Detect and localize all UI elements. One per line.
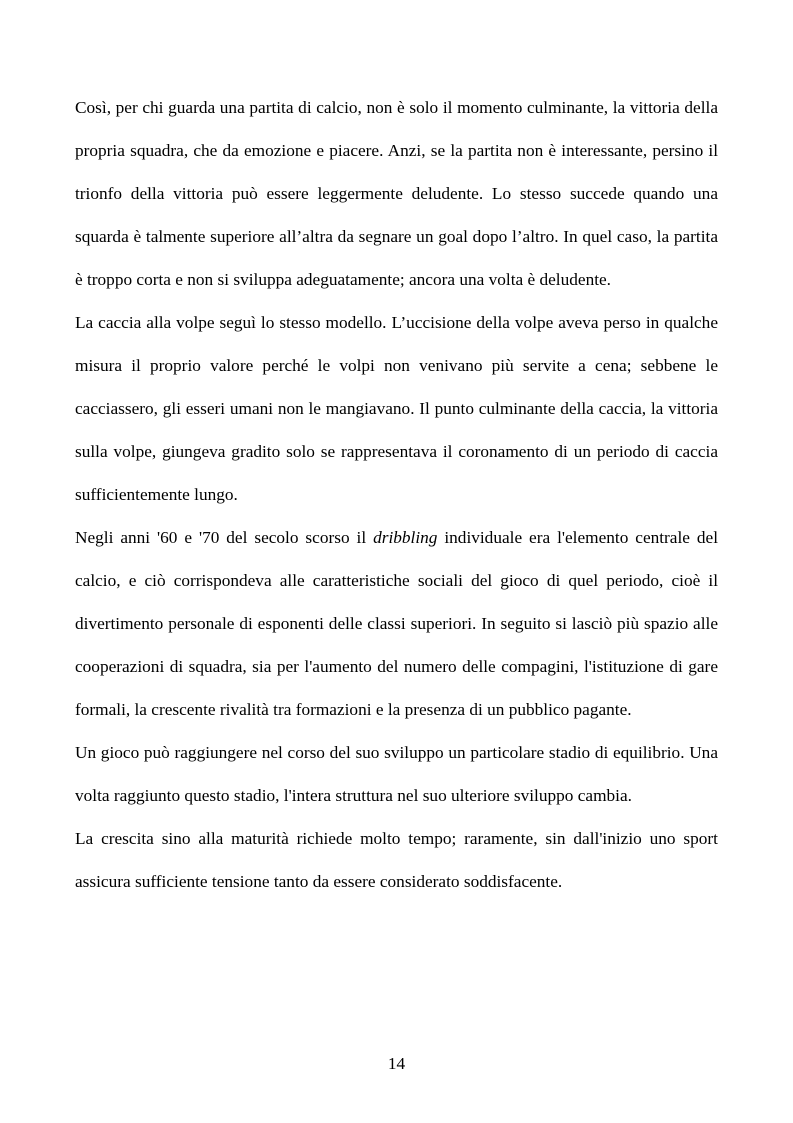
- body-text: [75, 86, 718, 903]
- paragraph-3-lead: Negli anni '60 e '70 del secolo scorso il: [75, 528, 374, 547]
- page-number: 14: [387, 1054, 406, 1073]
- paragraph-3: [75, 516, 718, 731]
- paragraph-1: Così, per chi guarda una partita di calcio, non è solo il momento culminante, la vittoria della propria squadra, che da emozione e piacere. Anzi, se la partita non è interessante, persino il trionfo della vittoria può essere leggermente deludente. Lo stesso succede quando una squarda è talmente superiore all’altra da segnare un goal dopo l’altro. In quel caso, la partita è troppo corta e non si sviluppa adeguatamente; ancora una volta è deludente.: [75, 98, 718, 289]
- paragraph-3-rest: individuale era l'elemento centrale del calcio, e ciò corrispondeva alle caratteristiche sociali del gioco di quel periodo, cioè il divertimento personale di esponenti delle classi superiori. In seguito si lasciò più spazio alle cooperazioni di squadra, sia per l'aumento del numero delle compagini, l'istituzione di gare formali, la crescente rivalità tra formazioni e la presenza di un pubblico pagante.: [75, 528, 718, 719]
- paragraph-3-emphasis: dribbling: [373, 528, 438, 547]
- paragraph-2: La caccia alla volpe seguì lo stesso modello. L’uccisione della volpe aveva perso in qualche misura il proprio valore perché le volpi non venivano più servite a cena; sebbene le cacciassero, gli esseri umani non le mangiavano. Il punto culminante della caccia, la vittoria sulla volpe, giungeva gradito solo se rappresentava il coronamento di un periodo di caccia sufficientemente lungo.: [75, 313, 718, 504]
- paragraph-5: La crescita sino alla maturità richiede molto tempo; raramente, sin dall'inizio uno sport assicura sufficiente tensione tanto da essere considerato soddisfacente.: [75, 829, 718, 891]
- paragraph-4: Un gioco può raggiungere nel corso del suo sviluppo un particolare stadio di equilibrio. Una volta raggiunto questo stadio, l'intera struttura nel suo ulteriore sviluppo cambia.: [75, 743, 718, 805]
